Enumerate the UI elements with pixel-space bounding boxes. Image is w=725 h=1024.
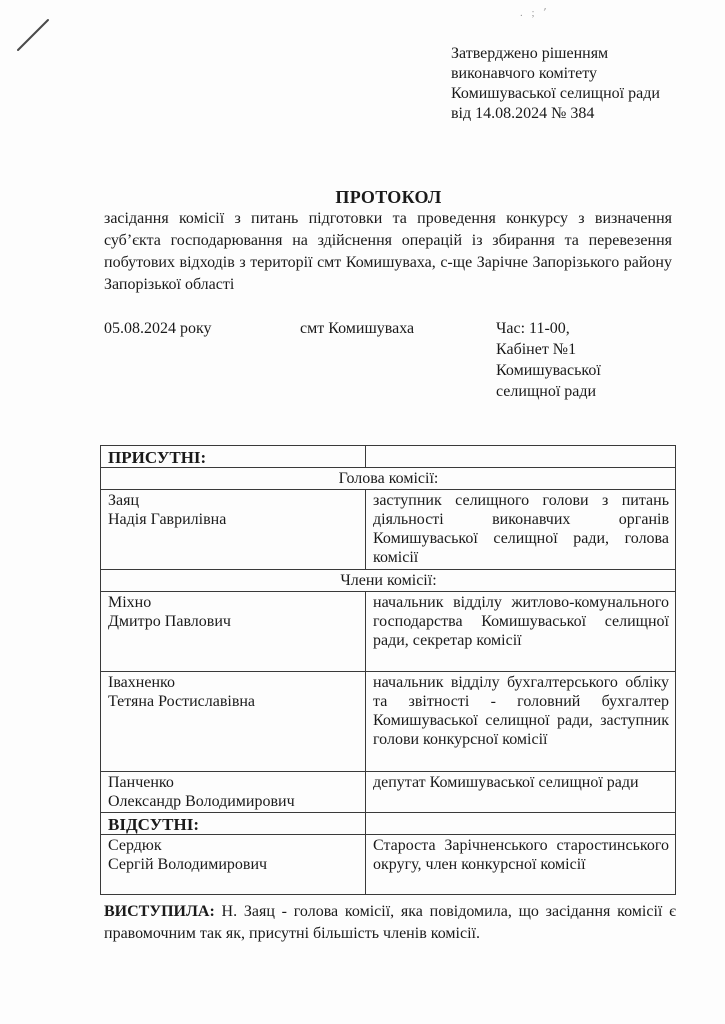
meeting-date: 05.08.2024 року	[104, 320, 212, 337]
meeting-time-line: Час: 11-00,	[496, 320, 570, 337]
empty-cell	[366, 813, 676, 835]
document-subtitle: засідання комісії з питань підготовки та проведення конкурсу з визначення суб’єкта господарювання на здійснення операцій із збирання та перевезення побутових відходів з території смт Комишуваха, с-ще Зарічне Запорізького району Запорізької області	[104, 210, 672, 293]
person-surname: Міхно	[108, 594, 152, 611]
person-surname: Івахненко	[108, 674, 175, 691]
approval-line: виконавчого комітету	[451, 65, 597, 82]
person-name-cell	[101, 672, 366, 772]
table-row	[101, 672, 676, 772]
empty-cell	[366, 446, 676, 468]
approval-stamp	[451, 44, 660, 124]
person-given-names: Дмитро Павлович	[108, 613, 231, 630]
table-row-chair-group	[101, 468, 676, 490]
meeting-time-line: селищної ради	[496, 383, 597, 400]
table-row	[101, 592, 676, 672]
table-row-members-group	[101, 570, 676, 592]
person-surname: Сердюк	[108, 837, 162, 854]
person-name-cell	[101, 592, 366, 672]
person-surname: Заяц	[108, 492, 140, 509]
person-role: начальник відділу житлово-комунального господарства Комишуваської селищної ради, секретар комісії	[366, 592, 676, 672]
speech-text: Н. Заяц - голова комісії, яка повідомила, що засідання комісії є правомочним так як, присутні більшість членів комісії.	[104, 903, 676, 942]
meeting-place: смт Комишуваха	[300, 320, 415, 337]
table-row	[101, 490, 676, 570]
person-role: депутат Комишуваської селищної ради	[366, 772, 676, 813]
absent-label: ВІДСУТНІ:	[101, 813, 366, 835]
meeting-time-line: Комишуваської	[496, 362, 601, 379]
person-name-cell	[101, 772, 366, 813]
person-given-names: Сергій Володимирович	[108, 856, 268, 873]
speech-paragraph	[104, 901, 676, 945]
chair-group-label: Голова комісії:	[101, 468, 676, 490]
document-title: ПРОТОКОЛ	[335, 187, 442, 207]
approval-line: Затверджено рішенням	[451, 45, 609, 62]
scan-scribble: . ; ՚	[520, 7, 550, 19]
person-given-names: Тетяна Ростиславівна	[108, 693, 256, 710]
meeting-time-line: Кабінет №1	[496, 341, 577, 358]
table-row-absent-header	[101, 813, 676, 835]
table-row	[101, 772, 676, 813]
person-name-cell	[101, 835, 366, 895]
person-name-cell	[101, 490, 366, 570]
table-row-present-header	[101, 446, 676, 468]
person-given-names: Надія Гаврилівна	[108, 511, 227, 528]
table-row	[101, 835, 676, 895]
person-role: Староста Зарічненського старостинського округу, член конкурсної комісії	[366, 835, 676, 895]
person-role: начальник відділу бухгалтерського обліку та звітності - головний бухгалтер Комишуваської селищної ради, заступник голови конкурсної комісії	[366, 672, 676, 772]
approval-line: від 14.08.2024 № 384	[451, 105, 595, 122]
approval-line: Комишуваської селищної ради	[451, 85, 660, 102]
person-surname: Панченко	[108, 774, 174, 791]
attendance-table	[100, 445, 676, 895]
person-role: заступник селищного голови з питань діяльності виконавчих органів Комишуваської селищної ради, голова комісії	[366, 490, 676, 570]
person-given-names: Олександр Володимирович	[108, 793, 295, 810]
pen-stroke-icon	[14, 14, 54, 54]
present-label: ПРИСУТНІ:	[101, 446, 366, 468]
members-group-label: Члени комісії:	[101, 570, 676, 592]
speech-label: ВИСТУПИЛА:	[104, 903, 215, 920]
meeting-time-location	[496, 318, 601, 402]
